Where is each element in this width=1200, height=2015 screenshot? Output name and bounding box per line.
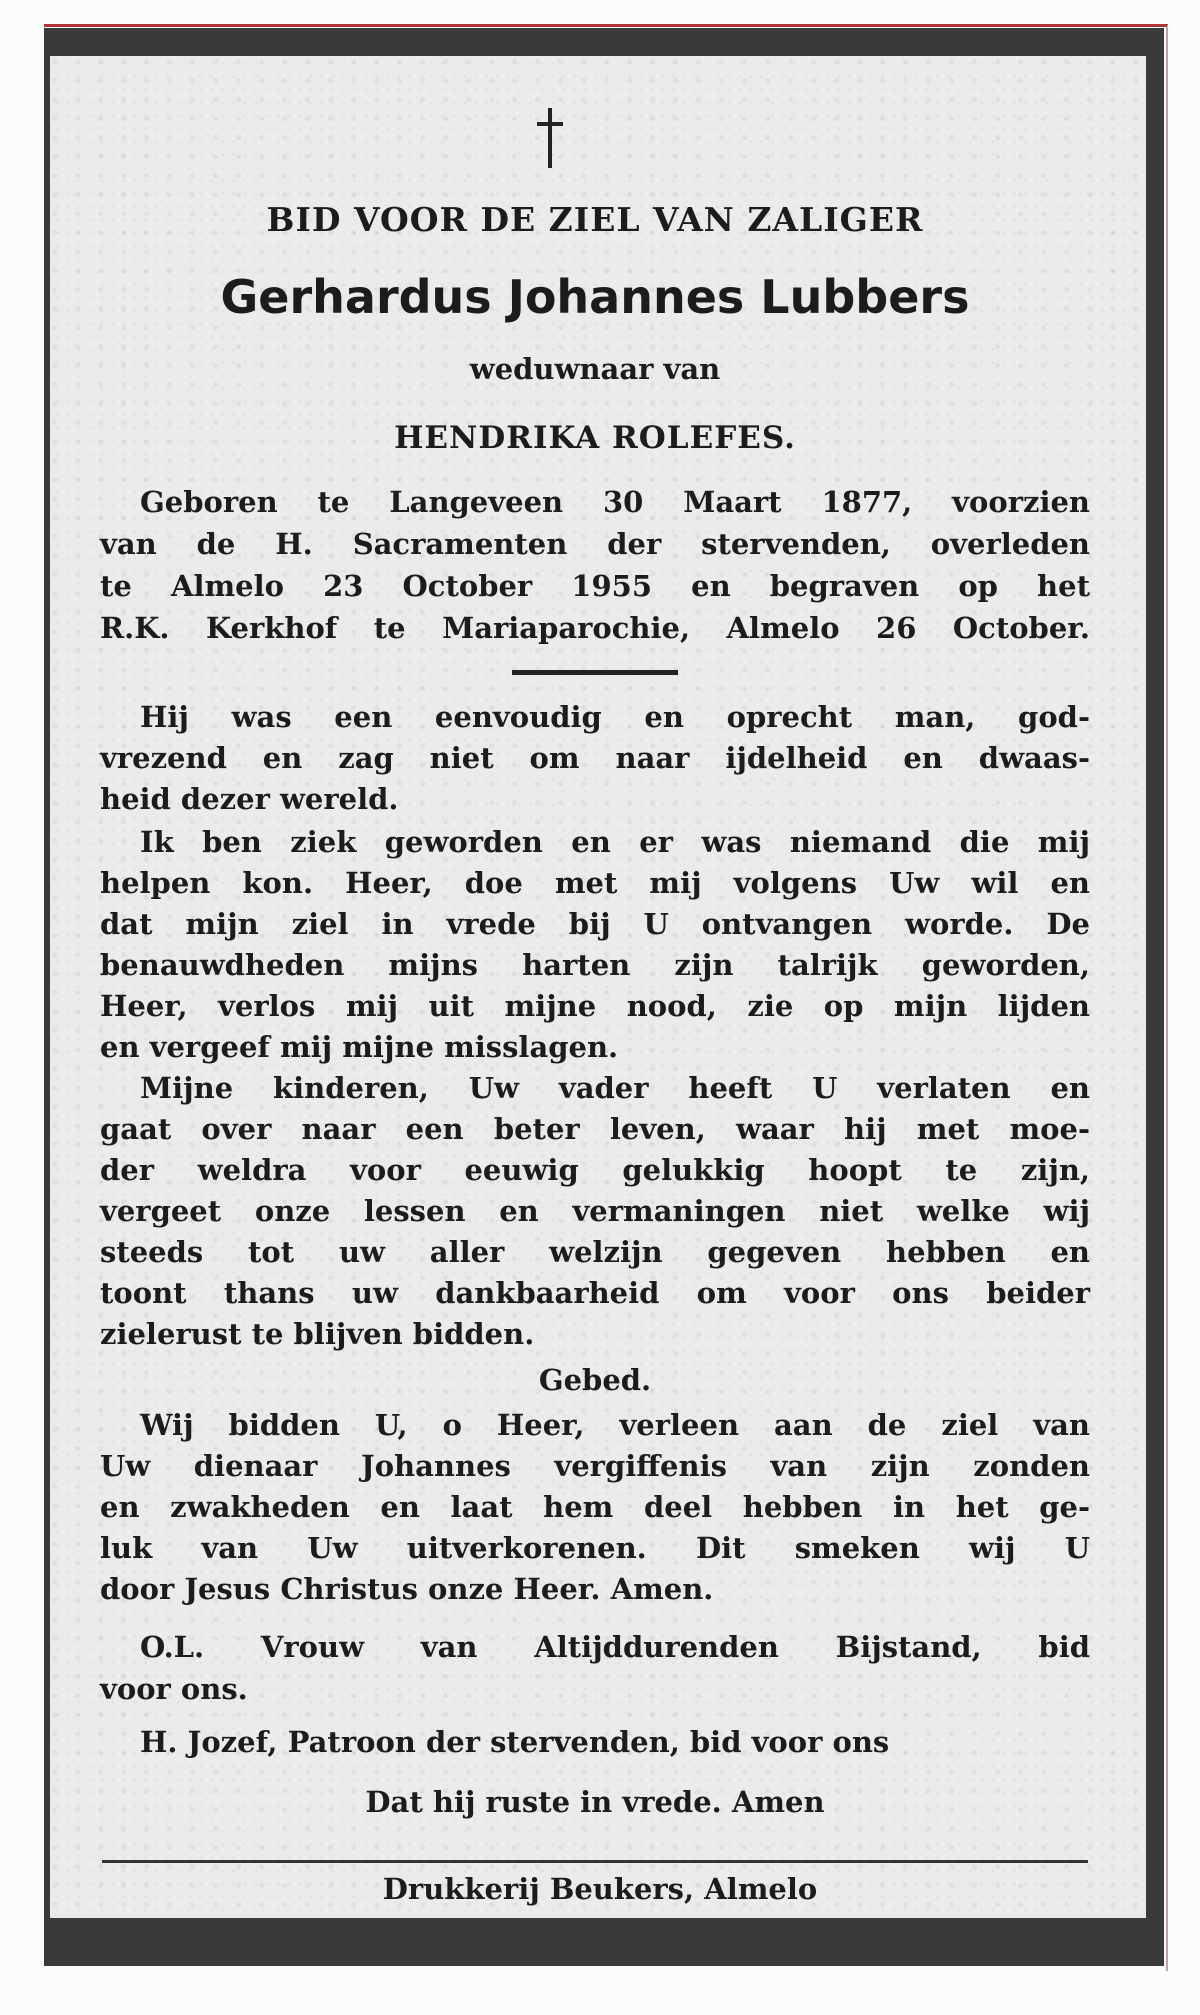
divider bbox=[512, 670, 678, 675]
heading: BID VOOR DE ZIEL VAN ZALIGER bbox=[266, 200, 924, 239]
biography-line: R.K. Kerkhof te Mariaparochie, Almelo 26 October. bbox=[100, 611, 1090, 645]
paragraph-line: dat mijn ziel in vrede bij U ontvangen worde. De bbox=[100, 907, 1090, 941]
paragraph-line: toont thans uw dankbaarheid om voor ons beider bbox=[100, 1276, 1090, 1310]
paragraph-line: vergeet onze lessen en vermaningen niet welke wij bbox=[100, 1194, 1090, 1228]
paragraph-line: Mijne kinderen, Uw vader heeft U verlaten en bbox=[140, 1071, 1090, 1105]
biography-line: te Almelo 23 October 1955 en begraven op het bbox=[100, 569, 1090, 603]
prayer-line: en zwakheden en laat hem deel hebben in het ge- bbox=[100, 1490, 1090, 1524]
footer-rule bbox=[102, 1860, 1088, 1863]
paragraph-line: Heer, verlos mij uit mijne nood, zie op mijn lijden bbox=[100, 989, 1090, 1023]
prayer-line: door Jesus Christus onze Heer. Amen. bbox=[100, 1572, 714, 1606]
invocation-line: voor ons. bbox=[100, 1672, 248, 1706]
prayer-line: Wij bidden U, o Heer, verleen aan de ziel van bbox=[140, 1408, 1090, 1442]
deceased-name: Gerhardus Johannes Lubbers bbox=[220, 270, 970, 324]
spouse-name: HENDRIKA ROLEFES. bbox=[394, 420, 796, 456]
invocation-line: H. Jozef, Patroon der stervenden, bid voor ons bbox=[140, 1725, 890, 1759]
paragraph-line: gaat over naar een beter leven, waar hij met moe- bbox=[100, 1112, 1090, 1146]
paragraph-line: vrezend en zag niet om naar ijdelheid en dwaas- bbox=[100, 741, 1090, 775]
closing-line: Dat hij ruste in vrede. Amen bbox=[365, 1785, 825, 1819]
cross-icon bbox=[548, 108, 552, 168]
invocation-line: O.L. Vrouw van Altijddurenden Bijstand, bid bbox=[140, 1630, 1090, 1664]
paragraph-line: zielerust te blijven bidden. bbox=[100, 1317, 535, 1351]
relation: weduwnaar van bbox=[469, 352, 721, 386]
paragraph-line: steeds tot uw aller welzijn gegeven hebben en bbox=[100, 1235, 1090, 1269]
biography-line: van de H. Sacramenten der stervenden, overleden bbox=[100, 527, 1090, 561]
prayer-line: Uw dienaar Johannes vergiffenis van zijn zonden bbox=[100, 1449, 1090, 1483]
paragraph-line: heid dezer wereld. bbox=[100, 782, 399, 816]
paragraph-line: benauwdheden mijns harten zijn talrijk geworden, bbox=[100, 948, 1090, 982]
prayer-title: Gebed. bbox=[538, 1363, 652, 1397]
paragraph-line: helpen kon. Heer, doe met mij volgens Uw wil en bbox=[100, 866, 1090, 900]
paragraph-line: en vergeef mij mijne misslagen. bbox=[100, 1030, 619, 1064]
paragraph-line: Ik ben ziek geworden en er was niemand die mij bbox=[140, 825, 1090, 859]
prayer-line: luk van Uw uitverkorenen. Dit smeken wij U bbox=[100, 1531, 1090, 1565]
paragraph-line: Hij was een eenvoudig en oprecht man, god- bbox=[140, 700, 1090, 734]
paragraph-line: der weldra voor eeuwig gelukkig hoopt te zijn, bbox=[100, 1153, 1090, 1187]
printer-credit: Drukkerij Beukers, Almelo bbox=[382, 1872, 818, 1906]
biography-line: Geboren te Langeveen 30 Maart 1877, voorzien bbox=[140, 485, 1090, 519]
